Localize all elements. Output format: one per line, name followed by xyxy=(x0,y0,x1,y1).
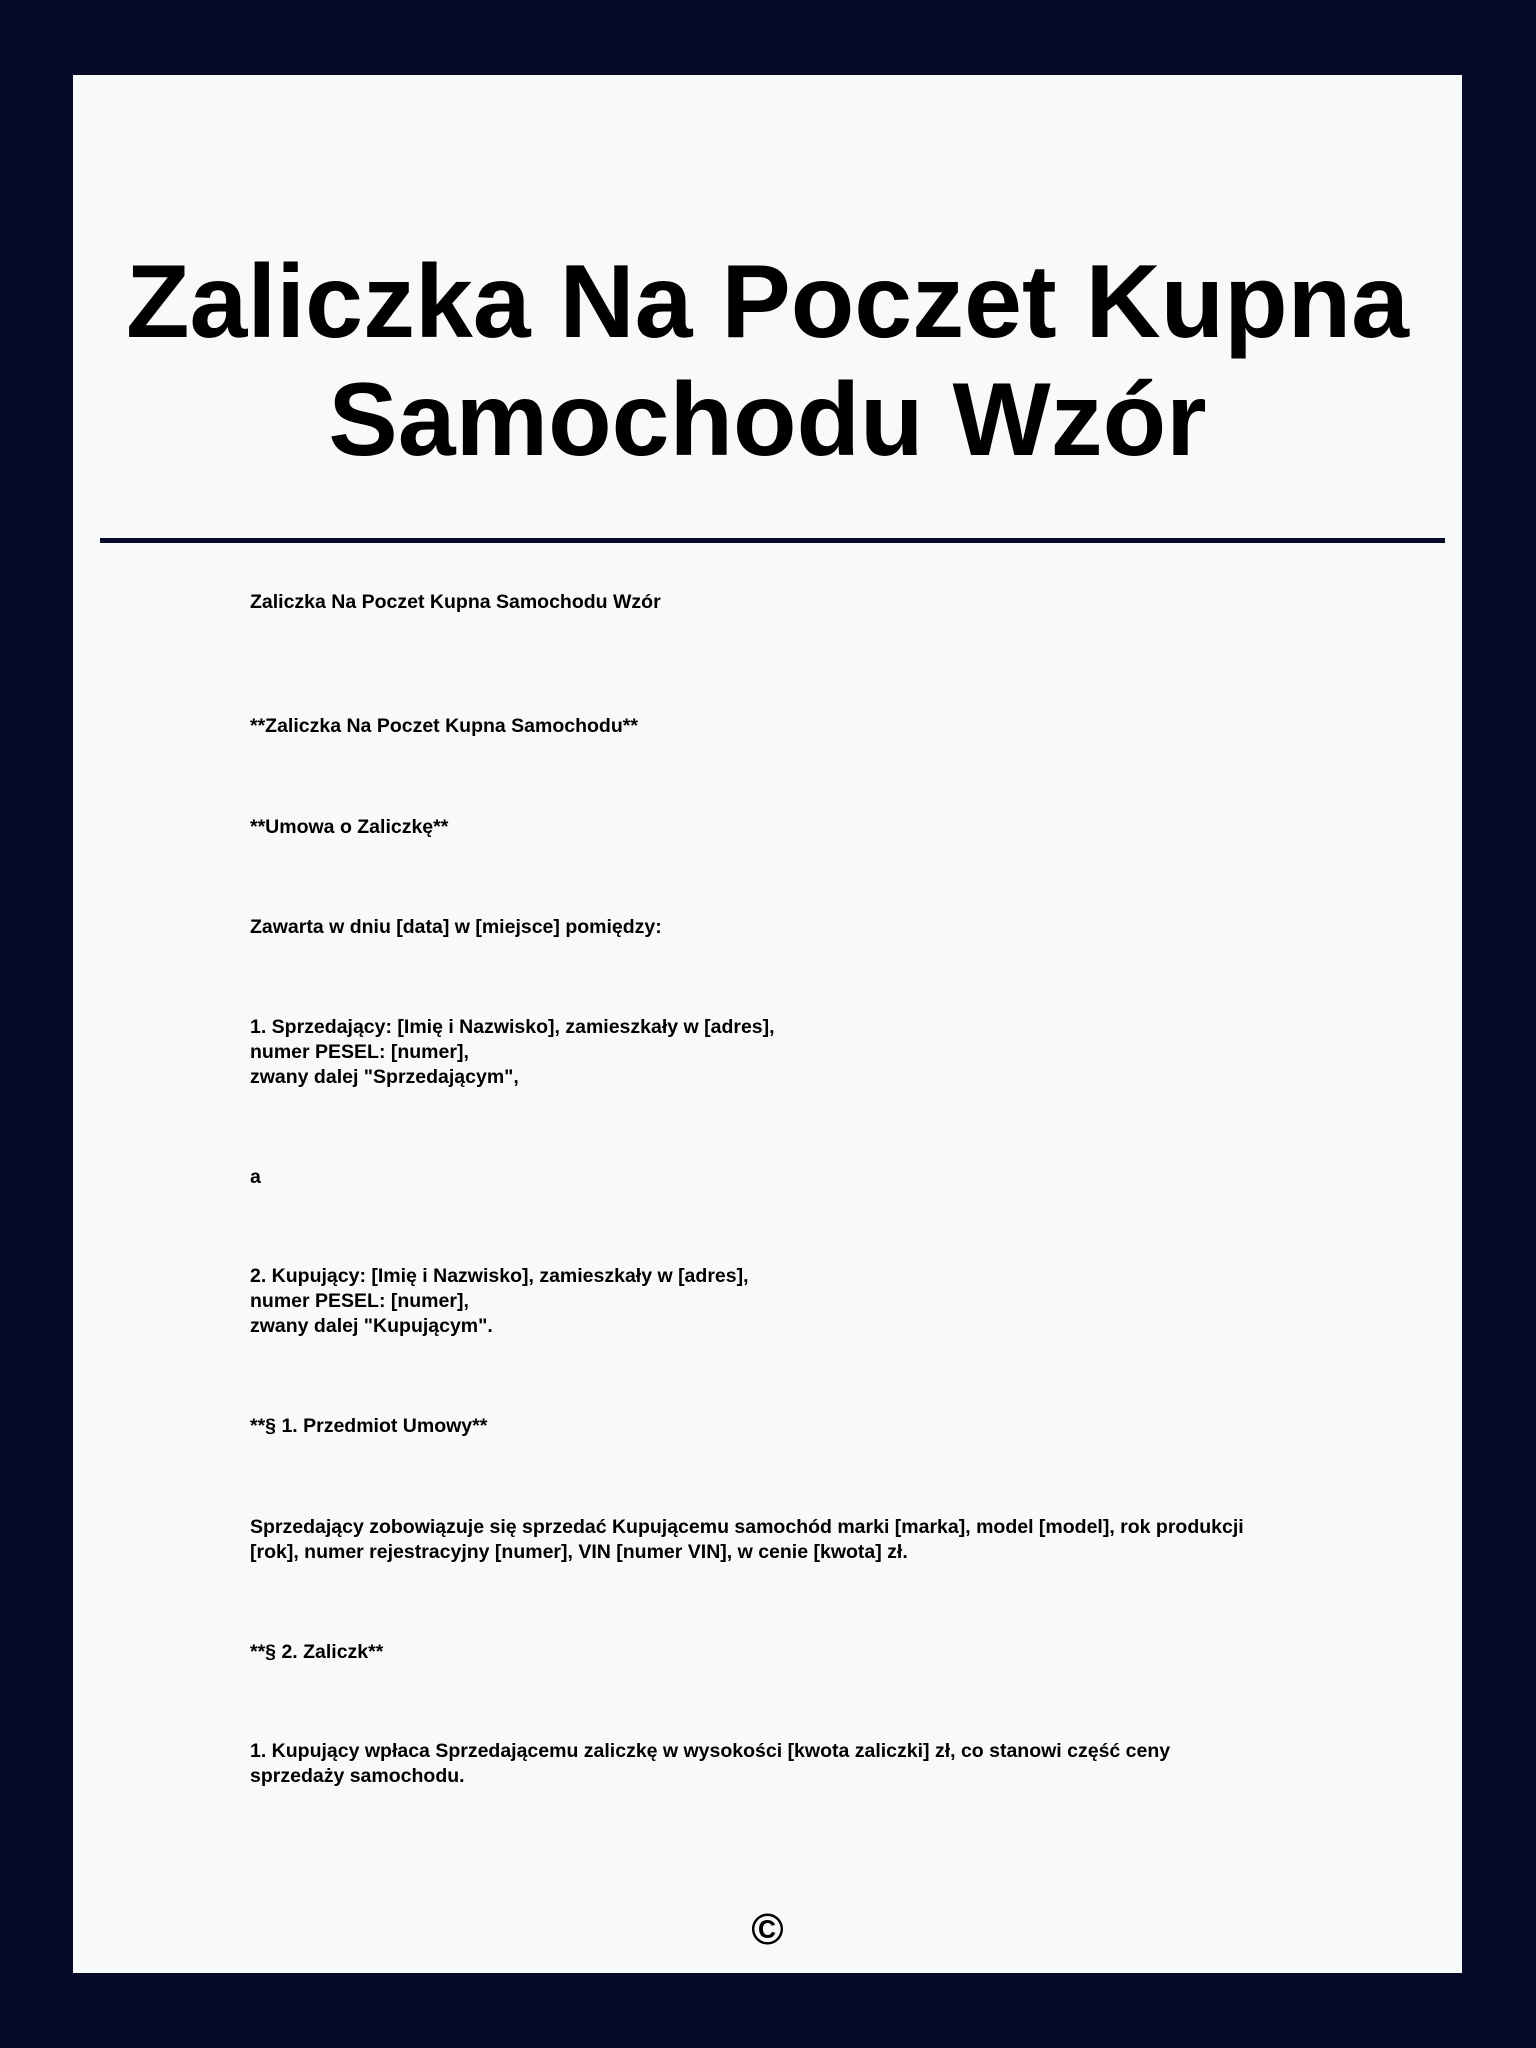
paragraph: 1. Kupujący wpłaca Sprzedającemu zaliczkę w wysokości [kwota zaliczki] zł, co stanowi część ceny sprzedaży samochodu. xyxy=(250,1740,1171,1787)
paragraph: Sprzedający zobowiązuje się sprzedać Kupującemu samochód marki [marka], model [model], rok produkcji [rok], numer rejestracyjny [numer], VIN [numer VIN], w cenie [kwota] zł. xyxy=(250,1516,1244,1563)
document-page xyxy=(73,75,1462,1973)
party-seller: 1. Sprzedający: [Imię i Nazwisko], zamieszkały w [adres], numer PESEL: [numer], zwany dalej "Sprzedającym", xyxy=(250,1016,775,1088)
section-heading: **Umowa o Zaliczkę** xyxy=(250,816,449,838)
party-buyer: 2. Kupujący: [Imię i Nazwisko], zamieszkały w [adres], numer PESEL: [numer], zwany dalej "Kupującym". xyxy=(250,1265,749,1337)
copyright-icon: © xyxy=(751,1905,784,1954)
paragraph: a xyxy=(250,1166,261,1188)
section-heading: **Zaliczka Na Poczet Kupna Samochodu** xyxy=(250,715,638,737)
paragraph: Zawarta w dniu [data] w [miejsce] pomiędzy: xyxy=(250,916,662,938)
section-heading: **§ 1. Przedmiot Umowy** xyxy=(250,1415,488,1437)
page-title: Zaliczka Na Poczet Kupna Samochodu Wzór xyxy=(125,244,1410,478)
title-divider xyxy=(100,538,1445,543)
section-heading: **§ 2. Zaliczk** xyxy=(250,1641,384,1663)
document-heading: Zaliczka Na Poczet Kupna Samochodu Wzór xyxy=(250,591,661,613)
